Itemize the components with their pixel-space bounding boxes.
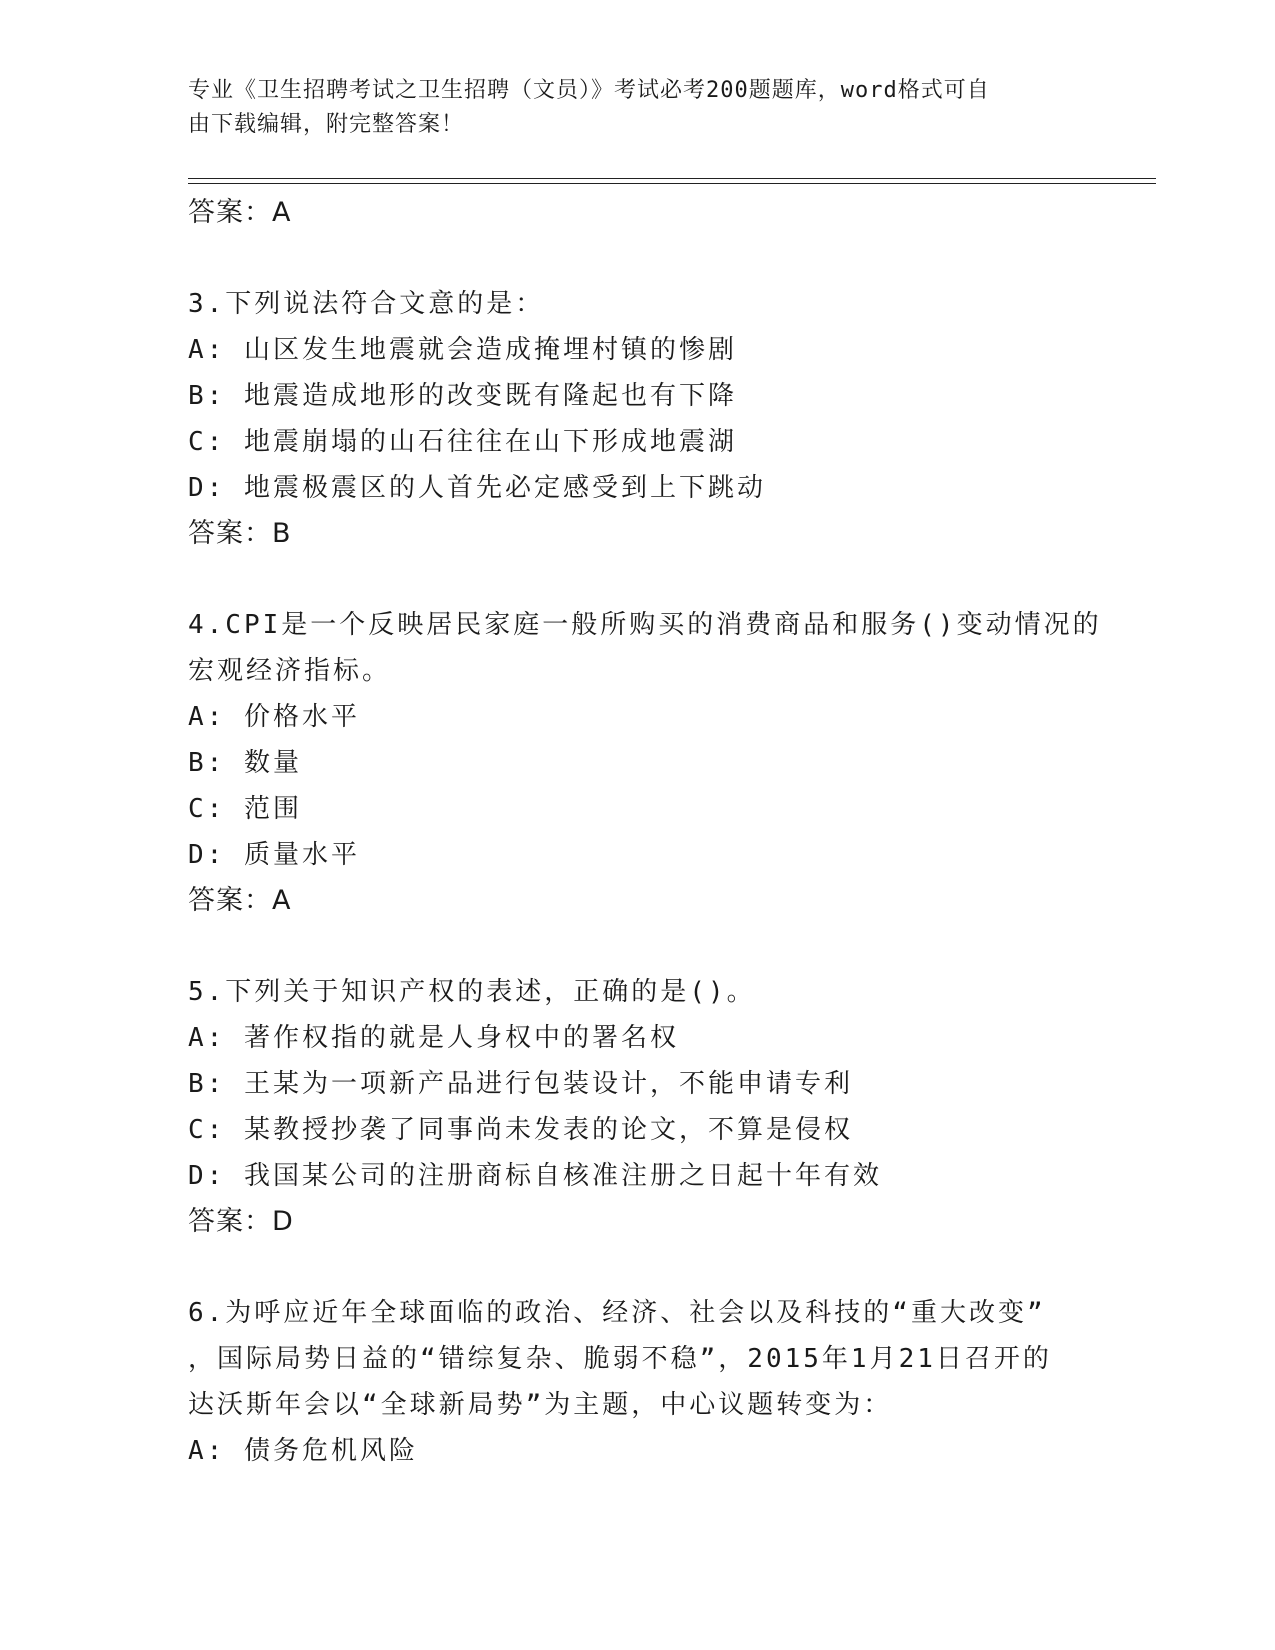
option-a: A: 著作权指的就是人身权中的署名权 [188, 1023, 679, 1053]
header-divider-top [188, 178, 1156, 179]
question-3 [188, 281, 1156, 557]
answer-label: 答案：D [188, 1206, 294, 1237]
option-a: A: 价格水平 [188, 702, 360, 732]
option-d: D: 我国某公司的注册商标自核准注册之日起十年有效 [188, 1161, 882, 1191]
header-line-2: 由下载编辑，附完整答案！ [188, 112, 465, 137]
option-c: C: 某教授抄袭了同事尚未发表的论文，不算是侵权 [188, 1115, 853, 1145]
answer-label: 答案：A [188, 197, 292, 228]
option-d: D: 地震极震区的人首先必定感受到上下跳动 [188, 473, 766, 503]
spacer [188, 557, 1156, 602]
document-header [188, 74, 1088, 142]
option-d: D: 质量水平 [188, 840, 360, 870]
option-a: A: 债务危机风险 [188, 1436, 418, 1466]
answer-label: 答案：A [188, 885, 292, 916]
question-list [188, 190, 1156, 1474]
option-a: A: 山区发生地震就会造成掩埋村镇的惨剧 [188, 335, 737, 365]
spacer [188, 924, 1156, 969]
question-stem: 6.为呼应近年全球面临的政治、经济、社会以及科技的“重大改变” [188, 1298, 1046, 1328]
question-stem: 4.CPI是一个反映居民家庭一般所购买的消费商品和服务()变动情况的 [188, 610, 1102, 640]
question-4 [188, 602, 1156, 924]
question-stem: 3.下列说法符合文意的是： [188, 289, 545, 319]
answer-label: 答案：B [188, 518, 292, 549]
option-b: B: 王某为一项新产品进行包装设计，不能申请专利 [188, 1069, 853, 1099]
spacer [188, 1245, 1156, 1290]
header-divider-bottom [188, 183, 1156, 184]
question-stem: 5.下列关于知识产权的表述，正确的是()。 [188, 977, 756, 1007]
spacer [188, 236, 1156, 281]
question-stem-continued: 达沃斯年会以“全球新局势”为主题，中心议题转变为： [188, 1390, 893, 1420]
option-b: B: 地震造成地形的改变既有隆起也有下降 [188, 381, 737, 411]
option-b: B: 数量 [188, 748, 302, 778]
question-stem-continued: ，国际局势日益的“错综复杂、脆弱不稳”，2015年1月21日召开的 [188, 1344, 1052, 1374]
question-5 [188, 969, 1156, 1245]
option-c: C: 范围 [188, 794, 302, 824]
question-stem-continued: 宏观经济指标。 [188, 656, 392, 686]
question-6 [188, 1290, 1156, 1474]
option-c: C: 地震崩塌的山石往往在山下形成地震湖 [188, 427, 737, 457]
header-line-1: 专业《卫生招聘考试之卫生招聘（文员）》考试必考200题题库，word格式可自 [188, 78, 990, 103]
